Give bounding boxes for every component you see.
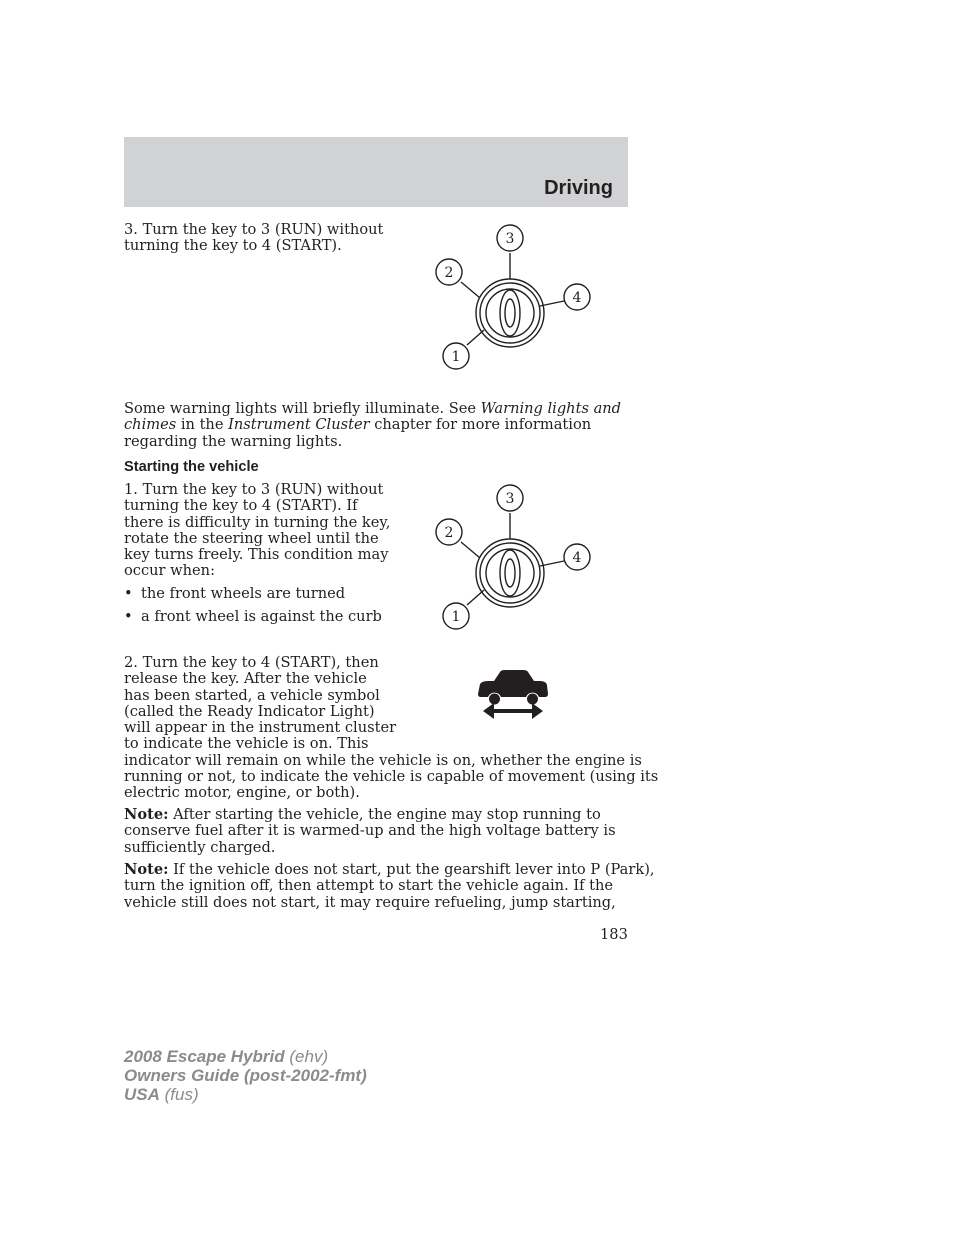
position-label: 3 <box>505 491 515 507</box>
ready-indicator-car-icon <box>476 668 550 722</box>
text-line: rotate the steering wheel until the <box>124 529 379 547</box>
note-paragraph: Note: After starting the vehicle, the engine may stop running to conserve fuel after it is warmed-up and the high voltage battery is sufficiently charged. <box>124 806 616 856</box>
header-band <box>124 137 628 207</box>
text-line: (called the Ready Indicator Light) <box>124 702 375 720</box>
step1-paragraph <box>124 482 390 580</box>
position-label: 1 <box>451 349 461 365</box>
text-line: electric motor, engine, or both). <box>124 784 360 802</box>
position-label: 3 <box>505 231 515 247</box>
text-line: has been started, a vehicle symbol <box>124 686 380 704</box>
section-heading: Starting the vehicle <box>124 459 259 475</box>
note-label: Note: <box>124 806 169 823</box>
list-item: • a front wheel is against the curb <box>124 608 382 625</box>
text-line: 2. Turn the key to 4 (START), then <box>124 654 379 671</box>
page-number: 183 <box>600 926 628 943</box>
step3-paragraph <box>124 222 383 255</box>
note-label: Note: <box>124 861 169 878</box>
position-label: 4 <box>572 290 582 306</box>
text-line: indicator will remain on while the vehicle is on, whether the engine is <box>124 751 642 769</box>
warning-paragraph: Some warning lights will briefly illuminate. See Warning lights and chimes in the Instrument Cluster chapter for more information regarding the warning lights. <box>124 400 622 450</box>
position-label: 2 <box>444 265 454 281</box>
text-line: will appear in the instrument cluster <box>124 719 397 737</box>
text-line: there is difficulty in turning the key, <box>124 513 391 531</box>
text-line: running or not, to indicate the vehicle is capable of movement (using its <box>124 768 659 786</box>
text-line: turning the key to 4 (START). If <box>124 497 358 515</box>
note-paragraph: Note: If the vehicle does not start, put the gearshift lever into P (Park), turn the ignition off, then attempt to start the vehicle again. If the vehicle still does not start, it may require refueling, jump starting, <box>124 861 655 911</box>
list-item: • the front wheels are turned <box>124 585 346 602</box>
text-line: occur when: <box>124 562 215 580</box>
position-label: 2 <box>444 525 454 541</box>
document-footer: 2008 Escape Hybrid (ehv) Owners Guide (post-2002-fmt) USA (fus) <box>124 1047 367 1104</box>
section-title: Driving <box>544 177 613 199</box>
text-line: turning the key to 4 (START). <box>124 237 342 255</box>
text-line: to indicate the vehicle is on. This <box>124 735 369 753</box>
step2-paragraph <box>124 655 658 802</box>
position-label: 1 <box>451 609 461 625</box>
text-line: key turns freely. This condition may <box>124 546 389 564</box>
text-line: 3. Turn the key to 3 (RUN) without <box>124 221 384 238</box>
ignition-switch-icon <box>430 222 600 372</box>
text-line: release the key. After the vehicle <box>124 670 367 688</box>
text-line: 1. Turn the key to 3 (RUN) without <box>124 481 384 498</box>
ignition-switch-icon <box>430 482 600 632</box>
cross-reference: chimes <box>124 416 177 434</box>
position-label: 4 <box>572 550 582 566</box>
cross-reference: Instrument Cluster <box>228 416 370 434</box>
cross-reference: Warning lights and <box>480 400 622 417</box>
